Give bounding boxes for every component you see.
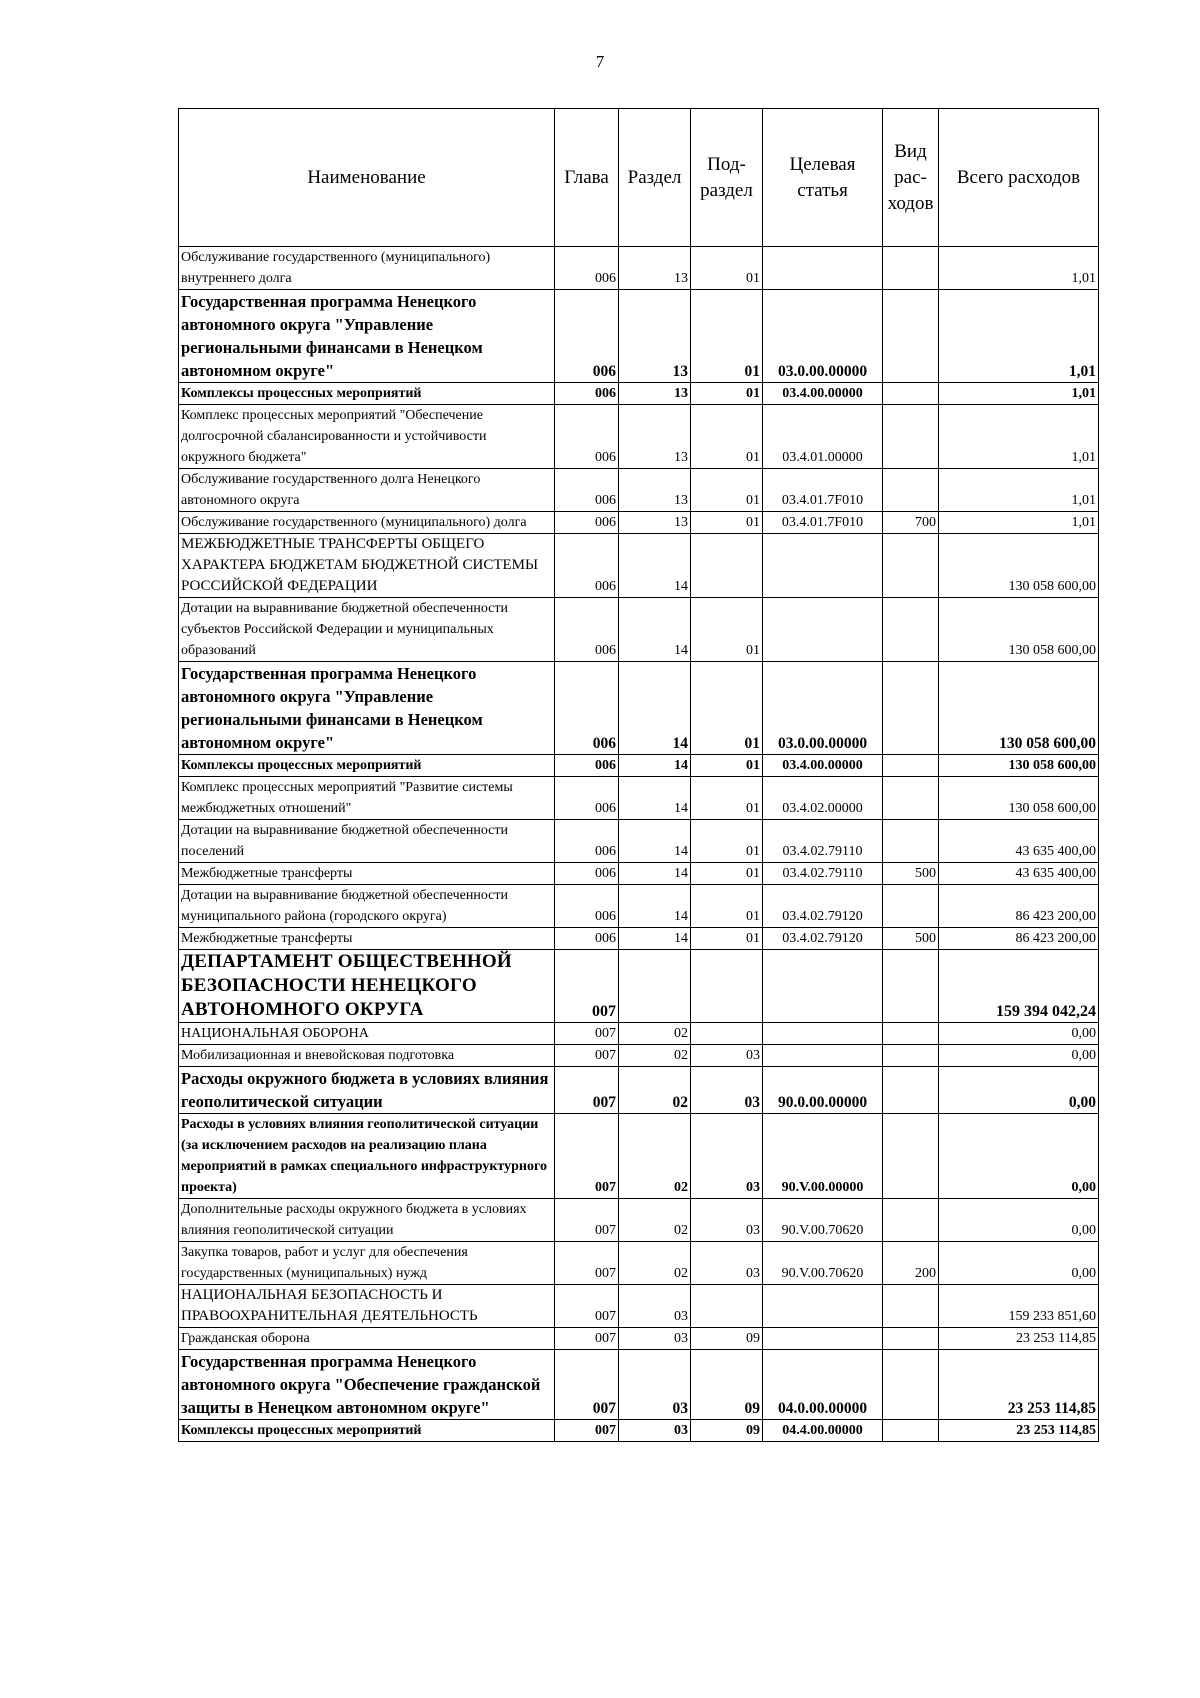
header-total: Всего расходов [939, 109, 1099, 247]
table-row [179, 247, 1099, 290]
cell-podrazdel: 03 [691, 1242, 763, 1285]
table-row [179, 820, 1099, 863]
cell-vid [883, 1114, 939, 1199]
cell-glava: 007 [555, 1328, 619, 1350]
cell-total: 0,00 [939, 1023, 1099, 1045]
cell-glava: 006 [555, 863, 619, 885]
cell-glava: 006 [555, 290, 619, 383]
table-row [179, 1242, 1099, 1285]
cell-razdel: 14 [619, 928, 691, 950]
cell-razdel: 14 [619, 885, 691, 928]
cell-total: 159 233 851,60 [939, 1285, 1099, 1328]
cell-name: Обслуживание государственного долга Ненецкого автономного округа [179, 469, 555, 512]
cell-statya: 03.4.00.00000 [763, 383, 883, 405]
cell-vid [883, 1067, 939, 1114]
cell-glava: 006 [555, 383, 619, 405]
cell-glava: 007 [555, 1114, 619, 1199]
table-row [179, 534, 1099, 598]
cell-statya: 03.0.00.00000 [763, 662, 883, 755]
cell-statya: 90.V.00.70620 [763, 1199, 883, 1242]
cell-vid [883, 950, 939, 1023]
cell-total: 43 635 400,00 [939, 863, 1099, 885]
cell-name: Межбюджетные трансферты [179, 928, 555, 950]
header-name: Наименование [179, 109, 555, 247]
cell-razdel: 02 [619, 1023, 691, 1045]
cell-total: 23 253 114,85 [939, 1350, 1099, 1420]
cell-glava: 007 [555, 1023, 619, 1045]
cell-vid [883, 755, 939, 777]
cell-vid [883, 598, 939, 662]
page-number: 7 [595, 52, 605, 71]
cell-statya [763, 1285, 883, 1328]
table-row [179, 1045, 1099, 1067]
cell-podrazdel: 03 [691, 1067, 763, 1114]
cell-glava: 007 [555, 1242, 619, 1285]
cell-name: Дотации на выравнивание бюджетной обеспеченности субъектов Российской Федерации и муниципальных образований [179, 598, 555, 662]
header-vid-line1: Вид [894, 140, 927, 162]
header-glava: Глава [555, 109, 619, 247]
cell-razdel: 02 [619, 1242, 691, 1285]
cell-vid [883, 1420, 939, 1442]
cell-glava: 007 [555, 950, 619, 1023]
table-row [179, 1023, 1099, 1045]
cell-name: Дотации на выравнивание бюджетной обеспеченности поселений [179, 820, 555, 863]
cell-glava: 007 [555, 1067, 619, 1114]
cell-podrazdel [691, 534, 763, 598]
cell-statya: 03.4.00.00000 [763, 755, 883, 777]
cell-vid [883, 1285, 939, 1328]
cell-razdel: 13 [619, 469, 691, 512]
cell-total: 130 058 600,00 [939, 662, 1099, 755]
cell-total: 0,00 [939, 1114, 1099, 1199]
cell-statya [763, 1045, 883, 1067]
cell-podrazdel [691, 1023, 763, 1045]
table-row [179, 755, 1099, 777]
cell-name: Комплексы процессных мероприятий [179, 755, 555, 777]
cell-podrazdel: 01 [691, 383, 763, 405]
cell-podrazdel: 01 [691, 598, 763, 662]
cell-statya: 03.4.02.79110 [763, 820, 883, 863]
table-row [179, 863, 1099, 885]
cell-statya [763, 247, 883, 290]
cell-statya: 03.4.01.7F010 [763, 512, 883, 534]
cell-podrazdel: 01 [691, 863, 763, 885]
cell-total: 0,00 [939, 1067, 1099, 1114]
header-vid [883, 109, 939, 247]
cell-glava: 006 [555, 247, 619, 290]
cell-total: 23 253 114,85 [939, 1420, 1099, 1442]
cell-razdel: 02 [619, 1067, 691, 1114]
cell-podrazdel: 01 [691, 662, 763, 755]
table-row [179, 1114, 1099, 1199]
header-statya [763, 109, 883, 247]
cell-total: 1,01 [939, 512, 1099, 534]
cell-name: Закупка товаров, работ и услуг для обеспечения государственных (муниципальных) нужд [179, 1242, 555, 1285]
cell-podrazdel: 01 [691, 512, 763, 534]
cell-statya: 03.4.01.00000 [763, 405, 883, 469]
table-row [179, 777, 1099, 820]
cell-glava: 007 [555, 1199, 619, 1242]
cell-total: 86 423 200,00 [939, 885, 1099, 928]
cell-name: Расходы в условиях влияния геополитической ситуации (за исключением расходов на реализацию плана мероприятий в рамках специального инфраструктурного проекта) [179, 1114, 555, 1199]
table-header-row [179, 109, 1099, 247]
cell-podrazdel: 09 [691, 1420, 763, 1442]
cell-statya: 03.4.01.7F010 [763, 469, 883, 512]
cell-statya: 03.0.00.00000 [763, 290, 883, 383]
cell-vid: 200 [883, 1242, 939, 1285]
cell-podrazdel: 01 [691, 755, 763, 777]
cell-razdel: 14 [619, 598, 691, 662]
cell-name: Комплекс процессных мероприятий "Развитие системы межбюджетных отношений" [179, 777, 555, 820]
cell-podrazdel: 01 [691, 777, 763, 820]
table-body [179, 247, 1099, 1442]
cell-glava: 007 [555, 1045, 619, 1067]
cell-statya: 04.4.00.00000 [763, 1420, 883, 1442]
cell-name: Межбюджетные трансферты [179, 863, 555, 885]
cell-total: 1,01 [939, 247, 1099, 290]
cell-name: Дополнительные расходы окружного бюджета в условиях влияния геополитической ситуации [179, 1199, 555, 1242]
cell-podrazdel: 01 [691, 290, 763, 383]
cell-statya [763, 950, 883, 1023]
table-row [179, 469, 1099, 512]
cell-vid [883, 777, 939, 820]
header-vid-line2: рас- [894, 166, 927, 188]
cell-glava: 006 [555, 777, 619, 820]
cell-podrazdel: 01 [691, 885, 763, 928]
cell-name: НАЦИОНАЛЬНАЯ ОБОРОНА [179, 1023, 555, 1045]
table-row [179, 1199, 1099, 1242]
cell-vid: 700 [883, 512, 939, 534]
cell-name: Расходы окружного бюджета в условиях влияния геополитической ситуации [179, 1067, 555, 1114]
cell-vid [883, 1045, 939, 1067]
cell-statya [763, 598, 883, 662]
cell-razdel: 03 [619, 1285, 691, 1328]
table-row [179, 928, 1099, 950]
cell-total: 130 058 600,00 [939, 777, 1099, 820]
cell-total: 86 423 200,00 [939, 928, 1099, 950]
table-row [179, 405, 1099, 469]
cell-razdel: 02 [619, 1045, 691, 1067]
cell-vid [883, 1328, 939, 1350]
cell-total: 1,01 [939, 290, 1099, 383]
cell-podrazdel: 09 [691, 1350, 763, 1420]
cell-name: Гражданская оборона [179, 1328, 555, 1350]
cell-total: 23 253 114,85 [939, 1328, 1099, 1350]
cell-statya: 03.4.02.79120 [763, 885, 883, 928]
table-row [179, 512, 1099, 534]
cell-podrazdel: 01 [691, 928, 763, 950]
cell-name: МЕЖБЮДЖЕТНЫЕ ТРАНСФЕРТЫ ОБЩЕГО ХАРАКТЕРА БЮДЖЕТАМ БЮДЖЕТНОЙ СИСТЕМЫ РОССИЙСКОЙ ФЕДЕРАЦИИ [179, 534, 555, 598]
cell-statya: 04.0.00.00000 [763, 1350, 883, 1420]
cell-razdel: 03 [619, 1420, 691, 1442]
header-podrazdel-line1: Под- [707, 153, 746, 175]
cell-razdel: 02 [619, 1114, 691, 1199]
table-row [179, 1420, 1099, 1442]
cell-razdel: 14 [619, 863, 691, 885]
cell-statya: 90.V.00.70620 [763, 1242, 883, 1285]
cell-podrazdel: 03 [691, 1199, 763, 1242]
cell-glava: 006 [555, 820, 619, 863]
cell-statya: 03.4.02.79120 [763, 928, 883, 950]
cell-vid [883, 1199, 939, 1242]
cell-glava: 007 [555, 1285, 619, 1328]
cell-name: Государственная программа Ненецкого автономного округа "Управление региональными финансами в Ненецком автономном округе" [179, 662, 555, 755]
cell-total: 130 058 600,00 [939, 534, 1099, 598]
cell-vid: 500 [883, 928, 939, 950]
cell-podrazdel: 01 [691, 405, 763, 469]
header-statya-line1: Целевая [789, 153, 856, 175]
cell-name: Комплексы процессных мероприятий [179, 1420, 555, 1442]
cell-podrazdel: 09 [691, 1328, 763, 1350]
cell-total: 1,01 [939, 383, 1099, 405]
cell-name: Комплексы процессных мероприятий [179, 383, 555, 405]
table-row [179, 1350, 1099, 1420]
cell-podrazdel [691, 1285, 763, 1328]
cell-statya: 90.0.00.00000 [763, 1067, 883, 1114]
cell-statya [763, 534, 883, 598]
cell-vid [883, 247, 939, 290]
cell-razdel: 14 [619, 755, 691, 777]
cell-name: Комплекс процессных мероприятий "Обеспечение долгосрочной сбалансированности и устойчивости окружного бюджета" [179, 405, 555, 469]
cell-glava: 006 [555, 469, 619, 512]
cell-razdel: 13 [619, 405, 691, 469]
cell-name: Обслуживание государственного (муниципального) долга [179, 512, 555, 534]
cell-name: Государственная программа Ненецкого автономного округа "Обеспечение гражданской защиты в Ненецком автономном округе" [179, 1350, 555, 1420]
header-vid-line3: ходов [887, 192, 934, 214]
cell-glava: 006 [555, 928, 619, 950]
cell-glava: 006 [555, 885, 619, 928]
cell-vid [883, 469, 939, 512]
cell-razdel: 13 [619, 290, 691, 383]
cell-razdel: 13 [619, 247, 691, 290]
cell-razdel [619, 950, 691, 1023]
cell-glava: 006 [555, 755, 619, 777]
cell-total: 130 058 600,00 [939, 598, 1099, 662]
cell-razdel: 14 [619, 820, 691, 863]
budget-table [178, 108, 1099, 1442]
cell-name: Мобилизационная и вневойсковая подготовка [179, 1045, 555, 1067]
cell-vid [883, 290, 939, 383]
cell-statya: 03.4.02.00000 [763, 777, 883, 820]
table-row [179, 1067, 1099, 1114]
cell-vid [883, 405, 939, 469]
cell-razdel: 14 [619, 777, 691, 820]
cell-total: 130 058 600,00 [939, 755, 1099, 777]
cell-vid [883, 383, 939, 405]
cell-glava: 007 [555, 1420, 619, 1442]
header-razdel: Раздел [619, 109, 691, 247]
cell-name: Обслуживание государственного (муниципального) внутреннего долга [179, 247, 555, 290]
cell-glava: 006 [555, 512, 619, 534]
table-row [179, 662, 1099, 755]
table-row [179, 950, 1099, 1023]
header-statya-line2: статья [797, 179, 848, 201]
cell-vid [883, 1350, 939, 1420]
table-row [179, 290, 1099, 383]
cell-total: 1,01 [939, 469, 1099, 512]
cell-vid [883, 1023, 939, 1045]
cell-vid [883, 820, 939, 863]
cell-name: ДЕПАРТАМЕНТ ОБЩЕСТВЕННОЙ БЕЗОПАСНОСТИ НЕНЕЦКОГО АВТОНОМНОГО ОКРУГА [179, 950, 555, 1023]
cell-total: 43 635 400,00 [939, 820, 1099, 863]
table-row [179, 383, 1099, 405]
cell-vid [883, 885, 939, 928]
cell-podrazdel: 03 [691, 1045, 763, 1067]
cell-glava: 006 [555, 662, 619, 755]
cell-name: Дотации на выравнивание бюджетной обеспеченности муниципального района (городского округа) [179, 885, 555, 928]
cell-name: Государственная программа Ненецкого автономного округа "Управление региональными финансами в Ненецком автономном округе" [179, 290, 555, 383]
cell-razdel: 03 [619, 1350, 691, 1420]
cell-glava: 006 [555, 405, 619, 469]
cell-razdel: 13 [619, 383, 691, 405]
cell-glava: 007 [555, 1350, 619, 1420]
cell-podrazdel: 01 [691, 469, 763, 512]
cell-total: 159 394 042,24 [939, 950, 1099, 1023]
header-podrazdel-line2: раздел [700, 179, 753, 201]
cell-name: НАЦИОНАЛЬНАЯ БЕЗОПАСНОСТЬ И ПРАВООХРАНИТЕЛЬНАЯ ДЕЯТЕЛЬНОСТЬ [179, 1285, 555, 1328]
table-row [179, 885, 1099, 928]
table-row [179, 1285, 1099, 1328]
cell-vid [883, 662, 939, 755]
cell-vid [883, 534, 939, 598]
cell-podrazdel: 03 [691, 1114, 763, 1199]
cell-razdel: 13 [619, 512, 691, 534]
cell-razdel: 14 [619, 534, 691, 598]
cell-razdel: 02 [619, 1199, 691, 1242]
cell-statya: 90.V.00.00000 [763, 1114, 883, 1199]
cell-podrazdel [691, 950, 763, 1023]
cell-statya [763, 1328, 883, 1350]
cell-total: 0,00 [939, 1045, 1099, 1067]
cell-glava: 006 [555, 598, 619, 662]
cell-podrazdel: 01 [691, 247, 763, 290]
table-row [179, 1328, 1099, 1350]
cell-vid: 500 [883, 863, 939, 885]
cell-razdel: 14 [619, 662, 691, 755]
cell-total: 0,00 [939, 1242, 1099, 1285]
cell-statya [763, 1023, 883, 1045]
cell-total: 0,00 [939, 1199, 1099, 1242]
cell-glava: 006 [555, 534, 619, 598]
cell-statya: 03.4.02.79110 [763, 863, 883, 885]
header-podrazdel [691, 109, 763, 247]
cell-podrazdel: 01 [691, 820, 763, 863]
table-row [179, 598, 1099, 662]
cell-razdel: 03 [619, 1328, 691, 1350]
cell-total: 1,01 [939, 405, 1099, 469]
